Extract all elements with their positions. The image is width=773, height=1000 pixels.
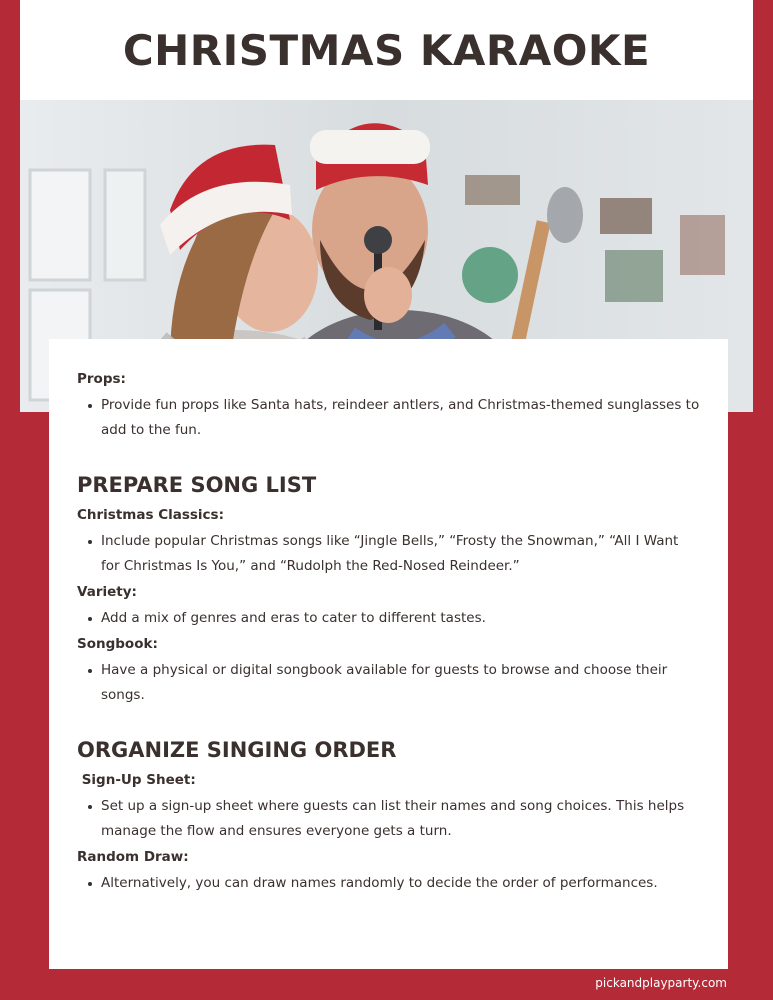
list-item: Add a mix of genres and eras to cater to different tastes. [77, 606, 700, 631]
list-item: Include popular Christmas songs like “Jingle Bells,” “Frosty the Snowman,” “All I Want for Christmas Is You,” and “Rudolph the Red-Nosed Reindeer.” [77, 529, 700, 579]
list-item: Alternatively, you can draw names randomly to decide the order of performances. [77, 871, 700, 896]
group-label: Christmas Classics: [77, 507, 224, 523]
list-item: Set up a sign-up sheet where guests can list their names and song choices. This helps manage the flow and ensures everyone gets a turn. [77, 794, 700, 844]
bullet-list [77, 606, 700, 631]
bullet-list [77, 658, 700, 708]
group-label: Sign-Up Sheet: [77, 772, 196, 788]
group-label: Songbook: [77, 636, 158, 652]
section-props [77, 369, 700, 443]
bullet-list [77, 871, 700, 896]
footer-site-link: pickandplayparty.com [595, 976, 727, 990]
page-title: CHRISTMAS KARAOKE [122, 25, 651, 75]
page-header [20, 0, 753, 100]
bullet-list [77, 794, 700, 844]
section-title: ORGANIZE SINGING ORDER [77, 738, 397, 762]
group-label: Random Draw: [77, 849, 189, 865]
list-item: Provide fun props like Santa hats, reindeer antlers, and Christmas-themed sunglasses to add to the fun. [77, 393, 700, 443]
content-card [49, 339, 728, 969]
section-organize-singing-order [77, 736, 700, 896]
section-prepare-song-list [77, 471, 700, 708]
list-item: Have a physical or digital songbook available for guests to browse and choose their songs. [77, 658, 700, 708]
group-label: Props: [77, 371, 126, 387]
bullet-list [77, 529, 700, 579]
section-title: PREPARE SONG LIST [77, 473, 317, 497]
group-label: Variety: [77, 584, 137, 600]
bullet-list [77, 393, 700, 443]
